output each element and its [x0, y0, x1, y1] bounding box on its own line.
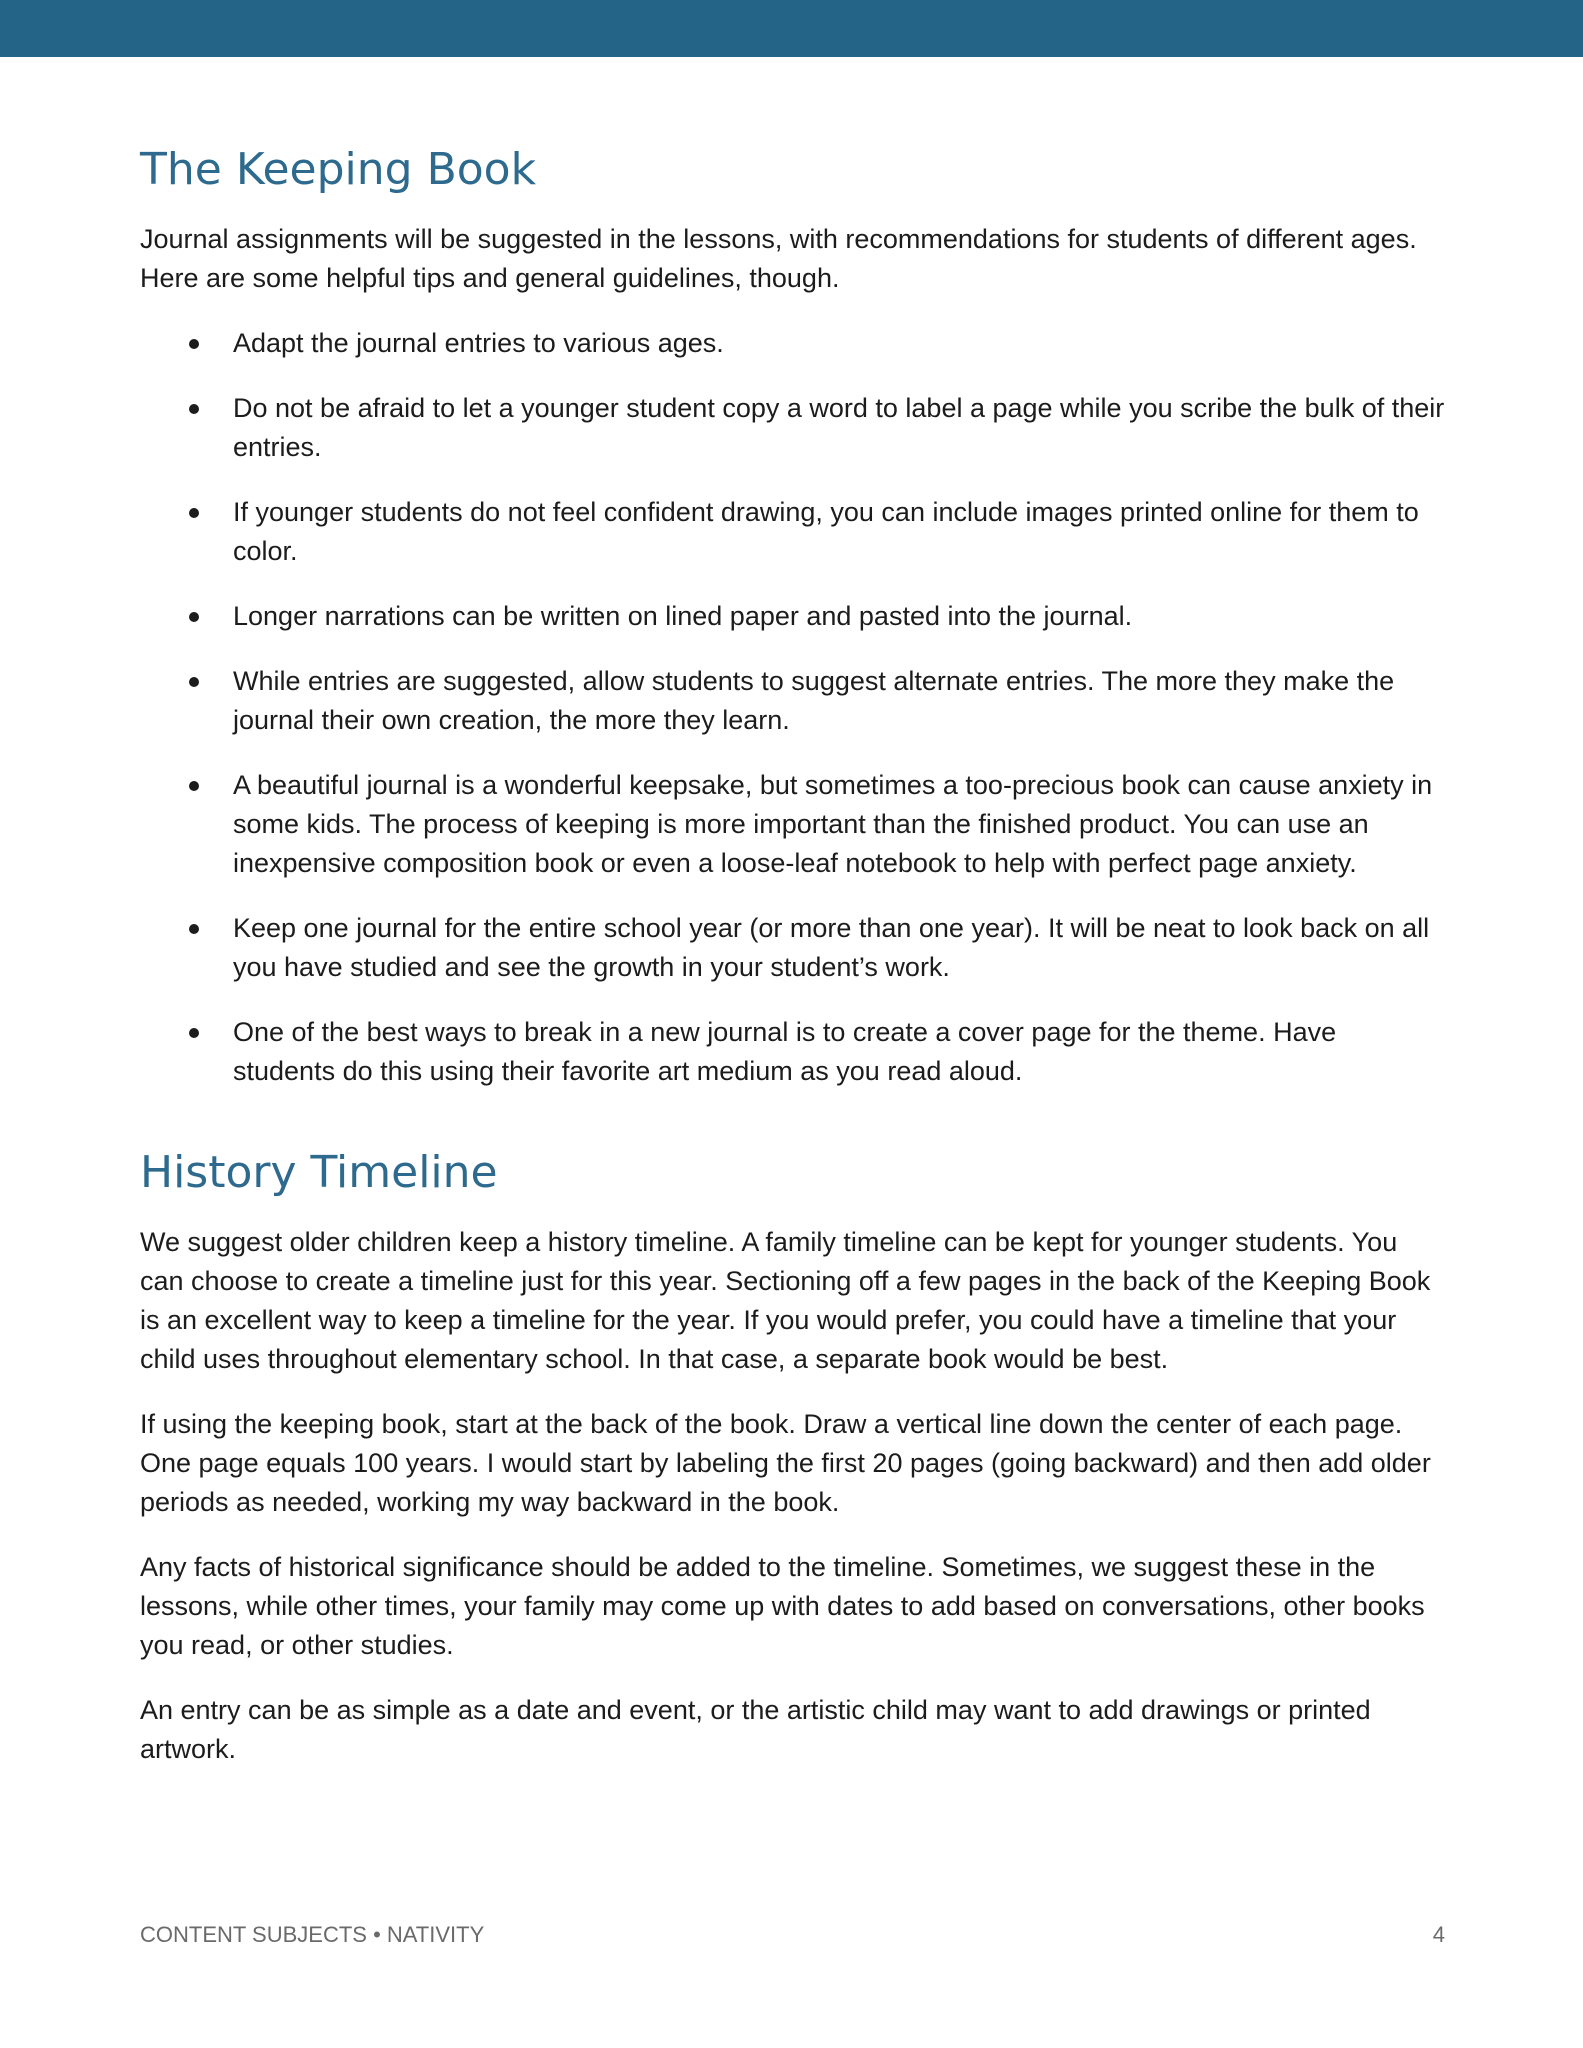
list-item: Adapt the journal entries to various ages.: [233, 324, 1445, 363]
timeline-paragraph: If using the keeping book, start at the back of the book. Draw a vertical line down the center of each page. One page equals 100 years. I would start by labeling the first 20 pages (going backward) and then add older periods as needed, working my way backward in the book.: [140, 1409, 1431, 1517]
list-item: While entries are suggested, allow students to suggest alternate entries. The more they make the journal their own creation, the more they learn.: [233, 662, 1445, 740]
footer-running-title: CONTENT SUBJECTS • NATIVITY: [140, 1922, 485, 1947]
page-number: 4: [1432, 1922, 1445, 1947]
list-item: A beautiful journal is a wonderful keepsake, but sometimes a too-precious book can cause anxiety in some kids. The process of keeping is more important than the finished product. You can use an inexpensive composition book or even a loose-leaf notebook to help with perfect page anxiety.: [233, 766, 1445, 883]
page-content: [140, 140, 1445, 1795]
keeping-book-tips-list: [140, 324, 1445, 1091]
timeline-paragraph: Any facts of historical significance should be added to the timeline. Sometimes, we suggest these in the lessons, while other times, your family may come up with dates to add based on conversations, other books you read, or other studies.: [140, 1552, 1425, 1660]
section-heading-keeping-book: The Keeping Book: [140, 144, 537, 195]
timeline-paragraph: We suggest older children keep a history timeline. A family timeline can be kept for younger students. You can choose to create a timeline just for this year. Sectioning off a few pages in the back of the Keeping Book is an excellent way to keep a timeline for the year. If you would prefer, you could have a timeline that your child uses throughout elementary school. In that case, a separate book would be best.: [140, 1227, 1431, 1374]
keeping-book-intro: Journal assignments will be suggested in the lessons, with recommendations for students of different ages. Here are some helpful tips and general guidelines, though.: [140, 224, 1417, 293]
section-heading-history-timeline: History Timeline: [140, 1147, 498, 1198]
page-footer: [140, 1922, 1445, 1948]
list-item: If younger students do not feel confident drawing, you can include images printed online for them to color.: [233, 493, 1445, 571]
list-item: Longer narrations can be written on lined paper and pasted into the journal.: [233, 597, 1445, 636]
list-item: Keep one journal for the entire school year (or more than one year). It will be neat to look back on all you have studied and see the growth in your student’s work.: [233, 909, 1445, 987]
header-band: [0, 0, 1583, 57]
list-item: One of the best ways to break in a new journal is to create a cover page for the theme. Have students do this using their favorite art medium as you read aloud.: [233, 1013, 1445, 1091]
timeline-paragraph: An entry can be as simple as a date and event, or the artistic child may want to add drawings or printed artwork.: [140, 1695, 1371, 1764]
list-item: Do not be afraid to let a younger student copy a word to label a page while you scribe the bulk of their entries.: [233, 389, 1445, 467]
